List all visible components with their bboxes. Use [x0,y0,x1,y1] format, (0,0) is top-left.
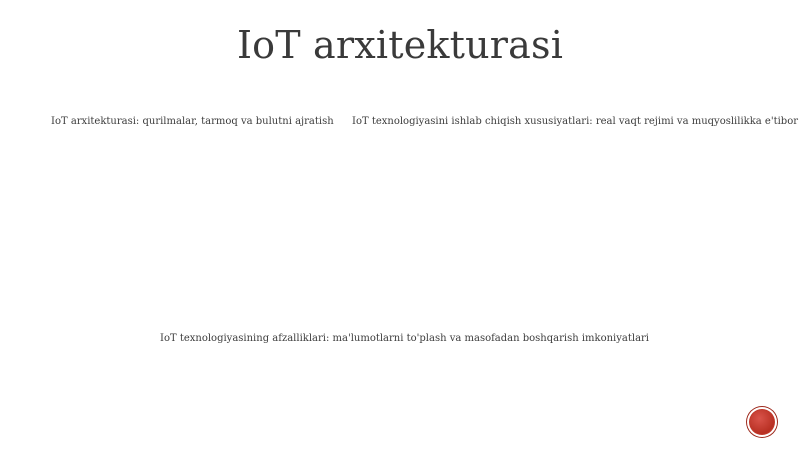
slide-title: IoT arxitekturasi [236,23,564,67]
caption-architecture: IoT arxitekturasi: qurilmalar, tarmoq va bulutni ajratish [51,116,334,127]
caption-advantages: IoT texnologiyasining afzalliklari: ma'lumotlarni to'plash va masofadan boshqarish imkoniyatlari [160,333,650,344]
next-slide-button[interactable] [747,407,777,437]
caption-development-features: IoT texnologiyasini ishlab chiqish xususiyatlari: real vaqt rejimi va muqyoslilikka e'tibor [352,116,798,127]
